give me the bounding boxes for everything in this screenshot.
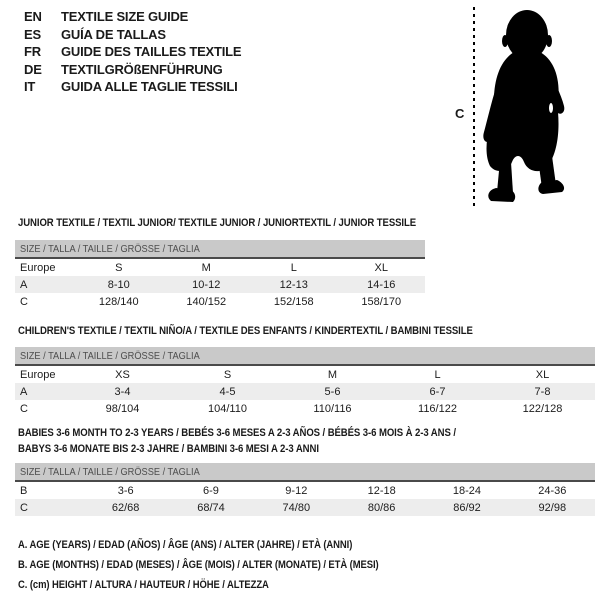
value-cell: 68/74: [168, 499, 253, 516]
legend-note-b: B. AGE (MONTHS) / EDAD (MESES) / ÂGE (MOIS) / ALTER (MONATE) / ETÀ (MESI): [18, 559, 379, 571]
value-cell: 6-7: [385, 383, 490, 400]
language-title-list: [24, 8, 241, 96]
legend-note-c: C. (cm) HEIGHT / ALTURA / HAUTEUR / HÖHE / ALTEZZA: [18, 579, 269, 591]
language-code: DE: [24, 61, 42, 77]
language-label: GUIDE DES TAILLES TEXTILE: [61, 44, 242, 59]
value-cell: 122/128: [522, 402, 563, 415]
size-table-children: [15, 323, 595, 417]
table-row: [15, 481, 595, 499]
size-header-row: [15, 463, 595, 481]
size-table-junior: [15, 215, 425, 310]
table-row: [15, 400, 595, 417]
size-header-label: SIZE / TALLA / TAILLE / GRÖSSE / TAGLIA: [20, 465, 200, 478]
value-cell: 3-4: [70, 383, 175, 400]
table-row: [15, 276, 425, 293]
table-title: [18, 425, 520, 457]
table-title-line: JUNIOR TEXTILE / TEXTIL JUNIOR/ TEXTILE JUNIOR / JUNIORTEXTIL / JUNIOR TESSILE: [18, 217, 417, 229]
value-cell: 24-36: [538, 484, 567, 497]
value-cell: 9-12: [285, 484, 308, 497]
language-row: [24, 26, 241, 44]
value-cell: 12-13: [250, 276, 338, 293]
legend-notes: [18, 535, 379, 595]
value-cell: 8-10: [75, 276, 163, 293]
value-cell: XL: [374, 261, 388, 274]
value-cell: 12-18: [367, 484, 396, 497]
value-cell: 152/158: [273, 295, 314, 308]
language-code: EN: [24, 9, 42, 24]
table-title-line: BABYS 3-6 MONATE BIS 2-3 JAHRE / BAMBINI 3-6 MESI A 2-3 ANNI: [18, 443, 319, 455]
language-label: TEXTILGRÖßENFÜHRUNG: [61, 61, 223, 77]
legend-note-a: A. AGE (YEARS) / EDAD (AÑOS) / ÂGE (ANS) / ALTER (JAHRE) / ETÀ (ANNI): [18, 539, 353, 551]
row-label-cell: C: [20, 295, 28, 308]
table-title-line: CHILDREN'S TEXTILE / TEXTIL NIÑO/A / TEXTILE DES ENFANTS / KINDERTEXTIL / BAMBINI TESSILE: [18, 325, 473, 337]
row-label-cell: C: [15, 499, 83, 516]
language-code: FR: [24, 44, 41, 59]
value-cell: 3-6: [117, 484, 134, 497]
language-row: [24, 8, 241, 26]
baby-silhouette-icon: [450, 4, 590, 216]
value-cell: 74/80: [254, 499, 339, 516]
value-cell: 158/170: [361, 295, 402, 308]
language-label: GUIDA ALLE TAGLIE TESSILI: [61, 79, 238, 94]
value-cell: 18-24: [452, 484, 482, 497]
value-cell: 128/140: [98, 295, 139, 308]
language-code: ES: [24, 26, 41, 42]
value-cell: 5-6: [280, 383, 385, 400]
size-header-row: [15, 347, 595, 365]
value-cell: L: [290, 261, 297, 274]
value-cell: 140/152: [186, 295, 227, 308]
value-cell: XL: [535, 368, 550, 381]
size-header-label: SIZE / TALLA / TAILLE / GRÖSSE / TAGLIA: [20, 242, 200, 255]
size-table-babies: [15, 425, 595, 516]
value-cell: L: [434, 368, 441, 381]
value-cell: 4-5: [175, 383, 280, 400]
language-row: [24, 43, 241, 61]
value-cell: S: [115, 261, 123, 274]
value-cell: S: [223, 368, 232, 381]
table-title-line: BABIES 3-6 MONTH TO 2-3 YEARS / BEBÉS 3-6 MESES A 2-3 AÑOS / BÉBÉS 3-6 MOIS À 2-3 ANS /: [18, 427, 456, 439]
language-row: [24, 78, 241, 96]
value-cell: 110/116: [313, 402, 352, 415]
value-cell: 6-9: [203, 484, 219, 497]
table-title: [18, 323, 520, 339]
row-label-cell: A: [15, 276, 75, 293]
row-label-cell: A: [15, 383, 70, 400]
value-cell: 104/110: [208, 402, 247, 415]
row-label-cell: B: [20, 484, 28, 497]
size-header-row: [15, 240, 425, 258]
value-cell: 92/98: [510, 499, 595, 516]
value-cell: 10-12: [163, 276, 251, 293]
size-table: [15, 463, 595, 516]
language-label: TEXTILE SIZE GUIDE: [61, 9, 189, 24]
language-code: IT: [24, 79, 36, 94]
value-cell: M: [327, 368, 338, 381]
value-cell: 98/104: [105, 402, 140, 415]
table-title: [18, 215, 417, 231]
size-header-label: SIZE / TALLA / TAILLE / GRÖSSE / TAGLIA: [20, 349, 200, 362]
value-cell: XS: [115, 368, 130, 381]
value-cell: 116/122: [418, 402, 457, 415]
size-table: [15, 347, 595, 417]
row-label-cell: C: [20, 402, 28, 415]
row-label-cell: Europe: [20, 368, 56, 381]
table-row: [15, 365, 595, 383]
value-cell: 7-8: [490, 383, 595, 400]
table-row: [15, 258, 425, 276]
value-cell: 62/68: [83, 499, 168, 516]
value-cell: 80/86: [339, 499, 424, 516]
value-cell: 86/92: [424, 499, 509, 516]
value-cell: 14-16: [338, 276, 426, 293]
table-row: [15, 293, 425, 310]
row-label-cell: Europe: [20, 261, 56, 274]
size-table: [15, 240, 425, 310]
language-row: [24, 61, 241, 79]
table-row: [15, 499, 595, 516]
value-cell: M: [201, 261, 211, 274]
language-label: GUÍA DE TALLAS: [61, 26, 166, 42]
table-row: [15, 383, 595, 400]
height-measure-label: C: [455, 106, 465, 121]
